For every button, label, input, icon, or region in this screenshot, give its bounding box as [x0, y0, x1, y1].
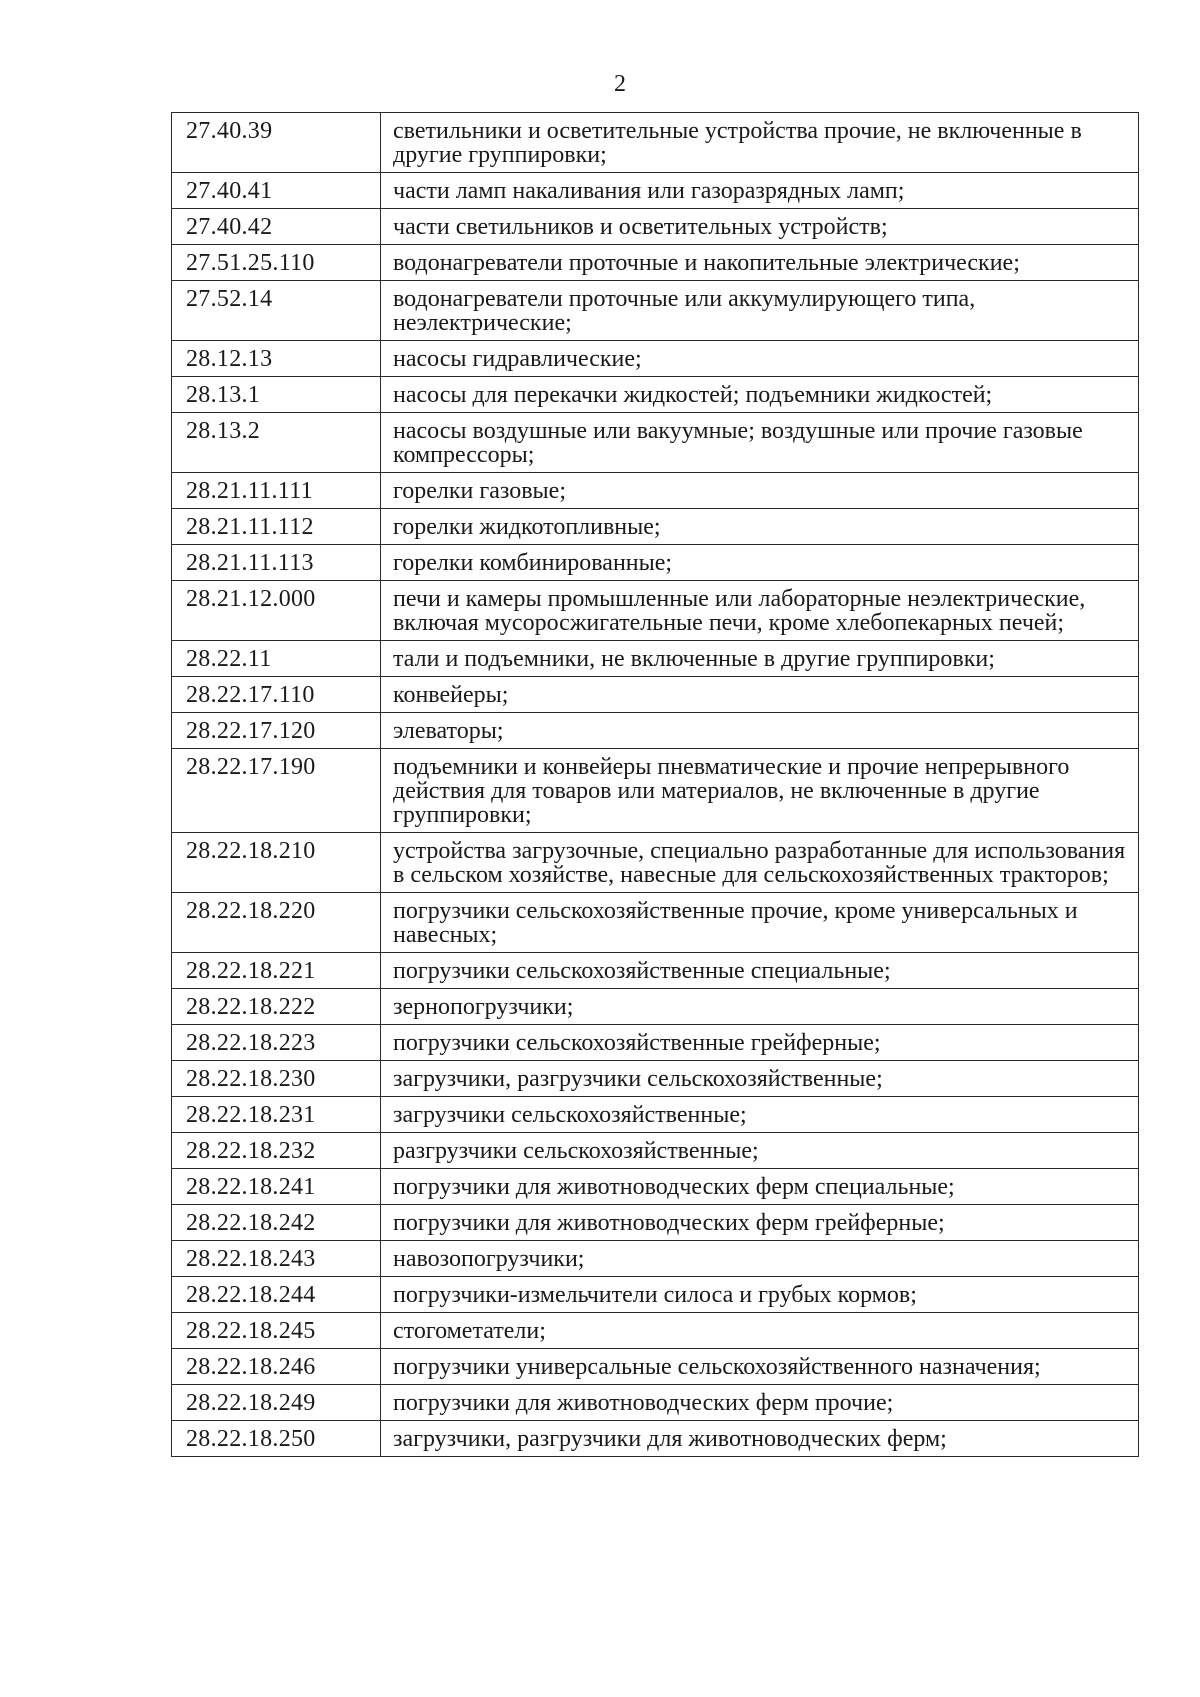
row-code: 28.22.18.221 [172, 953, 381, 989]
row-code: 28.22.17.110 [172, 677, 381, 713]
row-description: водонагреватели проточные или аккумулирующего типа, неэлектрические; [381, 281, 1139, 341]
row-description: навозопогрузчики; [381, 1241, 1139, 1277]
row-code: 28.13.2 [172, 413, 381, 473]
table-row [172, 641, 1139, 677]
row-code: 28.22.18.250 [172, 1421, 381, 1457]
row-description: погрузчики сельскохозяйственные грейферные; [381, 1025, 1139, 1061]
row-description: элеваторы; [381, 713, 1139, 749]
table-row [172, 677, 1139, 713]
table-row [172, 281, 1139, 341]
row-description: загрузчики сельскохозяйственные; [381, 1097, 1139, 1133]
row-code: 28.21.11.112 [172, 509, 381, 545]
row-code: 28.22.18.241 [172, 1169, 381, 1205]
page-number: 2 [614, 71, 626, 97]
row-code: 27.52.14 [172, 281, 381, 341]
row-description: погрузчики для животноводческих ферм прочие; [381, 1385, 1139, 1421]
row-code: 28.22.18.245 [172, 1313, 381, 1349]
row-description: горелки газовые; [381, 473, 1139, 509]
row-code: 27.40.39 [172, 113, 381, 173]
row-code: 28.22.18.232 [172, 1133, 381, 1169]
row-description: загрузчики, разгрузчики для животноводческих ферм; [381, 1421, 1139, 1457]
table-row [172, 509, 1139, 545]
table-row [172, 1205, 1139, 1241]
table-row [172, 749, 1139, 833]
row-description: водонагреватели проточные и накопительные электрические; [381, 245, 1139, 281]
row-code: 28.22.18.246 [172, 1349, 381, 1385]
row-code: 27.40.42 [172, 209, 381, 245]
row-code: 28.21.11.111 [172, 473, 381, 509]
table-row [172, 473, 1139, 509]
row-description: погрузчики для животноводческих ферм специальные; [381, 1169, 1139, 1205]
row-description: печи и камеры промышленные или лабораторные неэлектрические, включая мусоросжигательные печи, кроме хлебопекарных печей; [381, 581, 1139, 641]
row-description: загрузчики, разгрузчики сельскохозяйственные; [381, 1061, 1139, 1097]
row-description: насосы воздушные или вакуумные; воздушные или прочие газовые компрессоры; [381, 413, 1139, 473]
row-code: 28.12.13 [172, 341, 381, 377]
row-description: конвейеры; [381, 677, 1139, 713]
table-row [172, 581, 1139, 641]
table-row [172, 1277, 1139, 1313]
table-row [172, 1241, 1139, 1277]
row-description: погрузчики сельскохозяйственные специальные; [381, 953, 1139, 989]
table-row [172, 113, 1139, 173]
table-row [172, 1169, 1139, 1205]
row-code: 28.22.18.210 [172, 833, 381, 893]
row-description: горелки комбинированные; [381, 545, 1139, 581]
row-code: 28.22.18.230 [172, 1061, 381, 1097]
row-description: насосы для перекачки жидкостей; подъемники жидкостей; [381, 377, 1139, 413]
row-description: разгрузчики сельскохозяйственные; [381, 1133, 1139, 1169]
table-row [172, 545, 1139, 581]
row-description: подъемники и конвейеры пневматические и прочие непрерывного действия для товаров или материалов, не включенные в другие группировки; [381, 749, 1139, 833]
row-description: тали и подъемники, не включенные в другие группировки; [381, 641, 1139, 677]
row-description: светильники и осветительные устройства прочие, не включенные в другие группировки; [381, 113, 1139, 173]
row-description: погрузчики сельскохозяйственные прочие, кроме универсальных и навесных; [381, 893, 1139, 953]
row-code: 28.22.11 [172, 641, 381, 677]
classification-table [171, 112, 1139, 1457]
row-code: 28.21.12.000 [172, 581, 381, 641]
row-description: насосы гидравлические; [381, 341, 1139, 377]
table-row [172, 1061, 1139, 1097]
row-code: 27.40.41 [172, 173, 381, 209]
table-row [172, 833, 1139, 893]
table-row [172, 1025, 1139, 1061]
row-code: 28.22.18.231 [172, 1097, 381, 1133]
table-row [172, 1313, 1139, 1349]
row-description: устройства загрузочные, специально разработанные для использования в сельском хозяйстве, навесные для сельскохозяйственных тракторов; [381, 833, 1139, 893]
row-description: погрузчики универсальные сельскохозяйственного назначения; [381, 1349, 1139, 1385]
table-body [172, 113, 1139, 1457]
table-row [172, 713, 1139, 749]
row-description: погрузчики-измельчители силоса и грубых кормов; [381, 1277, 1139, 1313]
table-row [172, 893, 1139, 953]
row-code: 28.22.18.223 [172, 1025, 381, 1061]
row-description: части ламп накаливания или газоразрядных ламп; [381, 173, 1139, 209]
table-row [172, 989, 1139, 1025]
table-row [172, 1133, 1139, 1169]
row-code: 28.22.18.242 [172, 1205, 381, 1241]
row-description: стогометатели; [381, 1313, 1139, 1349]
row-description: горелки жидкотопливные; [381, 509, 1139, 545]
table-row [172, 1349, 1139, 1385]
row-code: 28.21.11.113 [172, 545, 381, 581]
row-code: 27.51.25.110 [172, 245, 381, 281]
table-row [172, 173, 1139, 209]
row-code: 28.13.1 [172, 377, 381, 413]
table-row [172, 209, 1139, 245]
row-code: 28.22.18.222 [172, 989, 381, 1025]
row-code: 28.22.18.249 [172, 1385, 381, 1421]
table-row [172, 245, 1139, 281]
row-description: зернопогрузчики; [381, 989, 1139, 1025]
table-row [172, 1385, 1139, 1421]
row-code: 28.22.18.243 [172, 1241, 381, 1277]
row-code: 28.22.17.190 [172, 749, 381, 833]
table-row [172, 1097, 1139, 1133]
row-description: погрузчики для животноводческих ферм грейферные; [381, 1205, 1139, 1241]
row-code: 28.22.18.244 [172, 1277, 381, 1313]
table-row [172, 953, 1139, 989]
table-row [172, 377, 1139, 413]
row-code: 28.22.17.120 [172, 713, 381, 749]
table-row [172, 341, 1139, 377]
table-row [172, 1421, 1139, 1457]
table-row [172, 413, 1139, 473]
row-description: части светильников и осветительных устройств; [381, 209, 1139, 245]
row-code: 28.22.18.220 [172, 893, 381, 953]
